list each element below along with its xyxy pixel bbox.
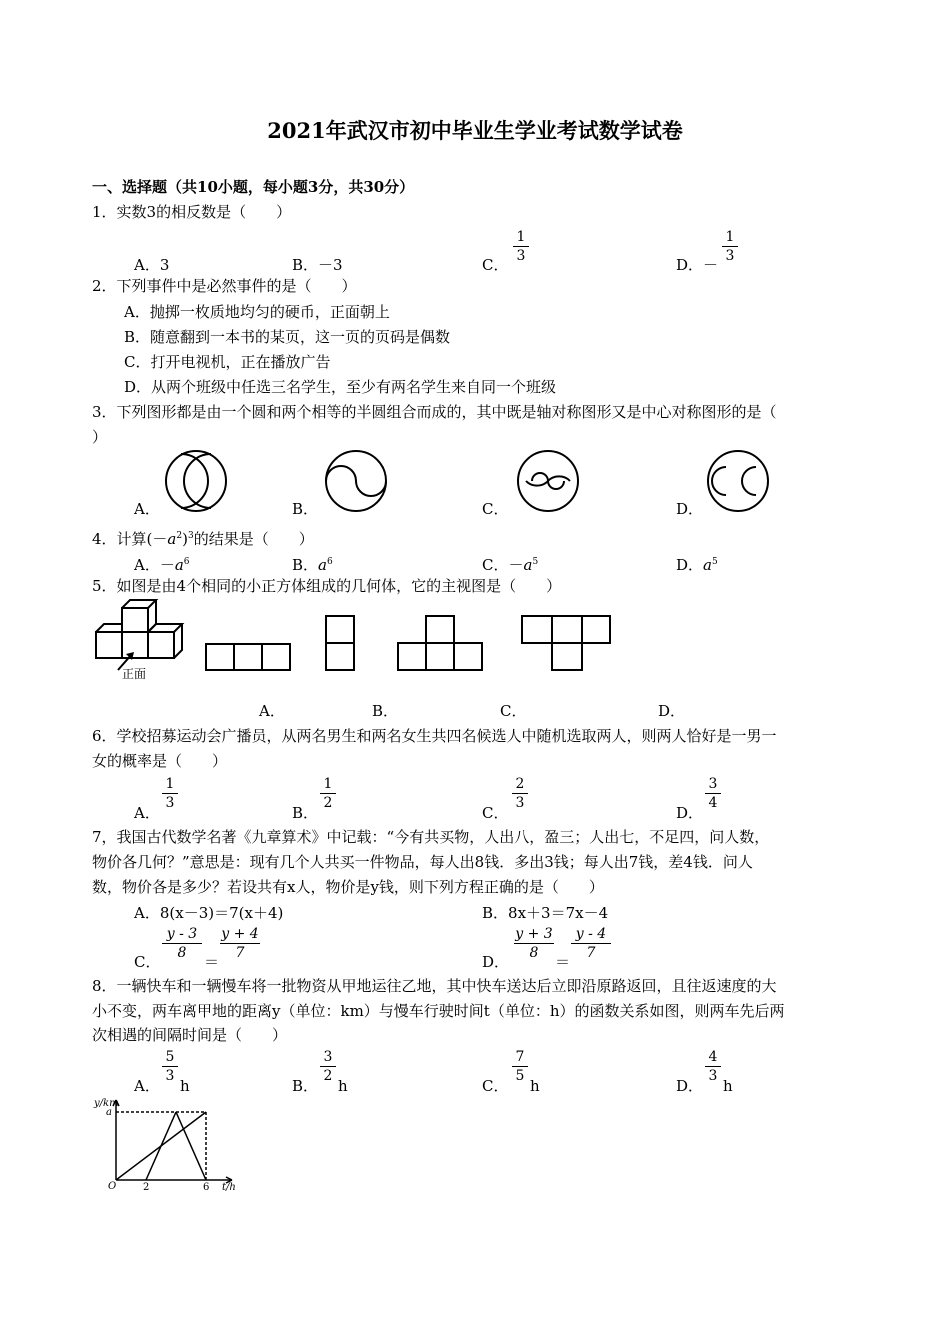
q7-option-d-right-fraction: y - 4 7 <box>571 926 611 961</box>
q3-option-d: D． <box>676 500 704 518</box>
section-heading: 一、选择题（共10小题，每小题3分，共30分） <box>92 178 415 196</box>
q8-option-b-label: B． <box>292 1077 319 1095</box>
q8-option-c-fraction: 7 5 <box>512 1049 528 1084</box>
q8-option-a-label: A． <box>134 1077 160 1095</box>
q7-option-b: B．8x＋3＝7x－4 <box>482 904 609 922</box>
q1-option-c-fraction: 1 3 <box>513 229 529 264</box>
q6-stem: 6．学校招募运动会广播员，从两名男生和两名女生共四名候选人中随机选取两人，则两人恰好是一男一 <box>92 727 777 745</box>
q5-figure-b <box>320 612 360 674</box>
graph-a-label: a <box>106 1107 112 1118</box>
q6-option-b-label: B． <box>292 804 319 822</box>
q8-stem: 8．一辆快车和一辆慢车将一批物资从甲地运往乙地，其中快车送达后立即沿原路返回，且往返速度的大 <box>92 977 777 995</box>
graph-x-tick-2: 2 <box>143 1182 150 1193</box>
q5-solid-figure <box>92 598 192 682</box>
q2-option-d: D．从两个班级中任选三名学生，至少有两名学生来自同一个班级 <box>124 378 557 396</box>
q1-stem: 1．实数3的相反数是（ ） <box>92 203 292 221</box>
q3-figure-a <box>160 448 232 516</box>
q7-stem: 7，我国古代数学名著《九章算术》中记载：“今有共买物，人出八，盈三；人出七，不足四，问人数， <box>92 828 770 846</box>
q7-option-d-left-fraction: y + 3 8 <box>515 926 553 961</box>
q2-option-a: A．抛掷一枚质地均匀的硬币，正面朝上 <box>124 303 390 321</box>
q3-figure-d <box>702 448 774 516</box>
q3-option-b: B． <box>292 500 319 518</box>
q7-option-c-left-fraction: y - 3 8 <box>162 926 202 961</box>
q1-option-d-label: D．－ <box>676 256 719 274</box>
q7-option-c-equals: ＝ <box>204 953 220 971</box>
q8-option-b-fraction: 3 2 <box>320 1049 336 1084</box>
q6-option-c-fraction: 2 3 <box>512 776 528 811</box>
q1-option-c-label: C． <box>482 256 509 274</box>
q6-option-c-label: C． <box>482 804 509 822</box>
q8-option-a-fraction: 5 3 <box>162 1049 178 1084</box>
q4-option-b: B．$a^6$ <box>292 556 333 574</box>
q6-option-b-fraction: 1 2 <box>320 776 336 811</box>
q1-option-b: B．－3 <box>292 256 343 274</box>
q8-option-c-unit: h <box>530 1077 540 1095</box>
q7-option-d-label: D． <box>482 953 510 971</box>
q5-option-a: A． <box>259 702 285 720</box>
q6-option-a-fraction: 1 3 <box>162 776 178 811</box>
q7-option-d-equals: ＝ <box>555 953 571 971</box>
q5-figure-c <box>392 612 488 674</box>
q4-option-c: C．$-a^5$ <box>482 556 539 574</box>
q4-option-a: A．$-a^6$ <box>134 556 190 574</box>
q5-option-d: D． <box>658 702 686 720</box>
q3-option-c: C． <box>482 500 509 518</box>
q8-option-a-unit: h <box>180 1077 190 1095</box>
graph-x-tick-6: 6 <box>203 1182 210 1193</box>
q5-figure-d <box>516 612 612 674</box>
q4-stem: 4．计算$(-a^2)^3$的结果是（ ） <box>92 530 314 548</box>
q7-stem-cont1: 物价各几何？”意思是：现有几个人共买一件物品，每人出8钱．多出3钱；每人出7钱，差4钱．问人 <box>92 853 753 871</box>
q7-option-c-label: C． <box>134 953 161 971</box>
q8-option-d-unit: h <box>723 1077 733 1095</box>
q3-figure-b <box>320 448 392 516</box>
q4-option-d: D．$a^5$ <box>676 556 718 574</box>
q8-distance-time-graph <box>92 1092 242 1196</box>
graph-y-axis-label: y/km <box>94 1098 119 1109</box>
q8-option-b-unit: h <box>338 1077 348 1095</box>
q6-option-d-label: D． <box>676 804 704 822</box>
q8-option-c-label: C． <box>482 1077 509 1095</box>
q3-figure-c <box>512 448 584 516</box>
q8-stem-cont1: 小不变，两车离甲地的距离y（单位：km）与慢车行驶时间t（单位：h）的函数关系如图，则两车先后两 <box>92 1002 785 1020</box>
q2-option-b: B．随意翻到一本书的某页，这一页的页码是偶数 <box>124 328 451 346</box>
q2-option-c: C．打开电视机，正在播放广告 <box>124 353 331 371</box>
q3-stem-cont: ） <box>92 428 108 446</box>
q7-option-a: A．8(x－3)＝7(x＋4) <box>134 904 284 922</box>
q5-option-b: B． <box>372 702 399 720</box>
q5-figure-a <box>200 638 296 674</box>
q5-stem: 5．如图是由4个相同的小正方体组成的几何体，它的主视图是（ ） <box>92 577 562 595</box>
q6-option-a-label: A． <box>134 804 160 822</box>
q5-option-c: C． <box>500 702 527 720</box>
q8-option-d-label: D． <box>676 1077 704 1095</box>
q8-stem-cont2: 次相遇的间隔时间是（ ） <box>92 1026 288 1044</box>
q1-option-a: A．3 <box>134 256 170 274</box>
graph-x-axis-label: t/h <box>222 1182 236 1193</box>
q5-front-label: 正面 <box>122 667 147 681</box>
q6-stem-cont: 女的概率是（ ） <box>92 752 228 770</box>
q2-stem: 2．下列事件中是必然事件的是（ ） <box>92 277 357 295</box>
q1-option-d-fraction: 1 3 <box>722 229 738 264</box>
q7-option-c-right-fraction: y + 4 7 <box>221 926 259 961</box>
q6-option-d-fraction: 3 4 <box>705 776 721 811</box>
q3-stem: 3．下列图形都是由一个圆和两个相等的半圆组合而成的，其中既是轴对称图形又是中心对称图形的是（ <box>92 403 777 421</box>
q3-option-a: A． <box>134 500 160 518</box>
page-title: 2021年武汉市初中毕业生学业考试数学试卷 <box>267 118 683 143</box>
q8-option-d-fraction: 4 3 <box>705 1049 721 1084</box>
graph-origin-label: O <box>108 1181 117 1192</box>
q7-stem-cont2: 数，物价各是多少？若设共有x人，物价是y钱，则下列方程正确的是（ ） <box>92 878 604 896</box>
